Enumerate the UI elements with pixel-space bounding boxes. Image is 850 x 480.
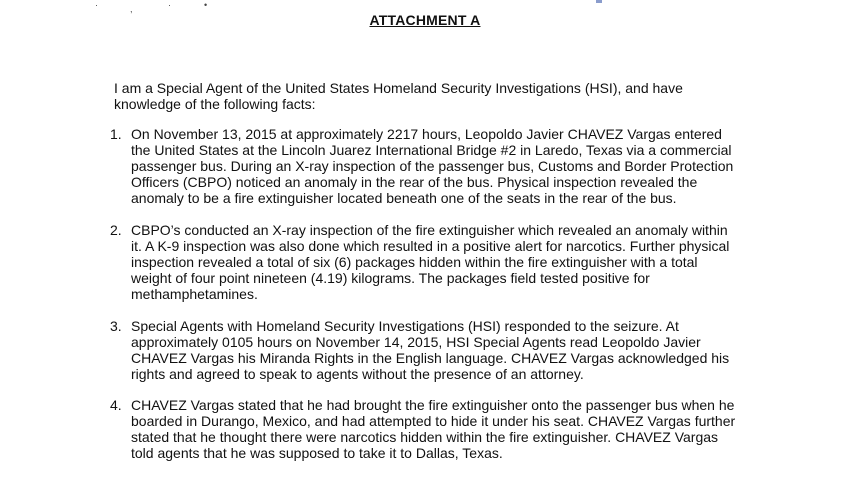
list-item-text: Special Agents with Homeland Security Investigations (HSI) responded to the seizure. At approximately 0105 hours on November 14, 2015, HSI Special Agents read Leopoldo Javier CHAVEZ Vargas his Miranda Rights in the English language. CHAVEZ Vargas acknowledged his rights and agreed to speak to agents without the presence of an attorney. [131,318,730,382]
list-item [110,318,750,382]
intro-paragraph: I am a Special Agent of the United States Homeland Security Investigations (HSI), and have knowledge of the following facts: [114,80,683,112]
document-title: ATTACHMENT A [369,12,481,28]
list-item-number: 3. [110,318,122,334]
scan-mark: · [95,0,98,10]
scan-mark: , [130,4,133,14]
list-item [110,397,750,461]
list-item-number: 2. [110,222,122,238]
scan-mark-blue [596,0,602,3]
list-item [110,222,750,302]
list-item-number: 4. [110,397,122,413]
scan-mark: • [204,0,208,10]
list-item [110,126,750,206]
list-item-text: CHAVEZ Vargas stated that he had brought the fire extinguisher onto the passenger bus when he boarded in Durango, Mexico, and had attempted to hide it under his seat. CHAVEZ Vargas further stated that he thought there were narcotics hidden within the fire extinguisher. CHAVEZ Vargas told agents that he was supposed to take it to Dallas, Texas. [131,397,736,461]
scan-mark: · [168,0,171,10]
list-item-text: CBPO’s conducted an X-ray inspection of the fire extinguisher which revealed an anomaly within it. A K-9 inspection was also done which resulted in a positive alert for narcotics. Further physical inspection revealed a total of six (6) packages hidden within the fire extinguisher with a total weight of four point nineteen (4.19) kilograms. The packages field tested positive for methamphetamines. [131,222,730,302]
list-item-text: On November 13, 2015 at approximately 2217 hours, Leopoldo Javier CHAVEZ Vargas entered the United States at the Lincoln Juarez International Bridge #2 in Laredo, Texas via a commercial passenger bus. During an X-ray inspection of the passenger bus, Customs and Border Protection Officers (CBPO) noticed an anomaly in the rear of the bus. Physical inspection revealed the anomaly to be a fire extinguisher located beneath one of the seats in the rear of the bus. [131,126,734,206]
list-item-number: 1. [110,126,122,142]
